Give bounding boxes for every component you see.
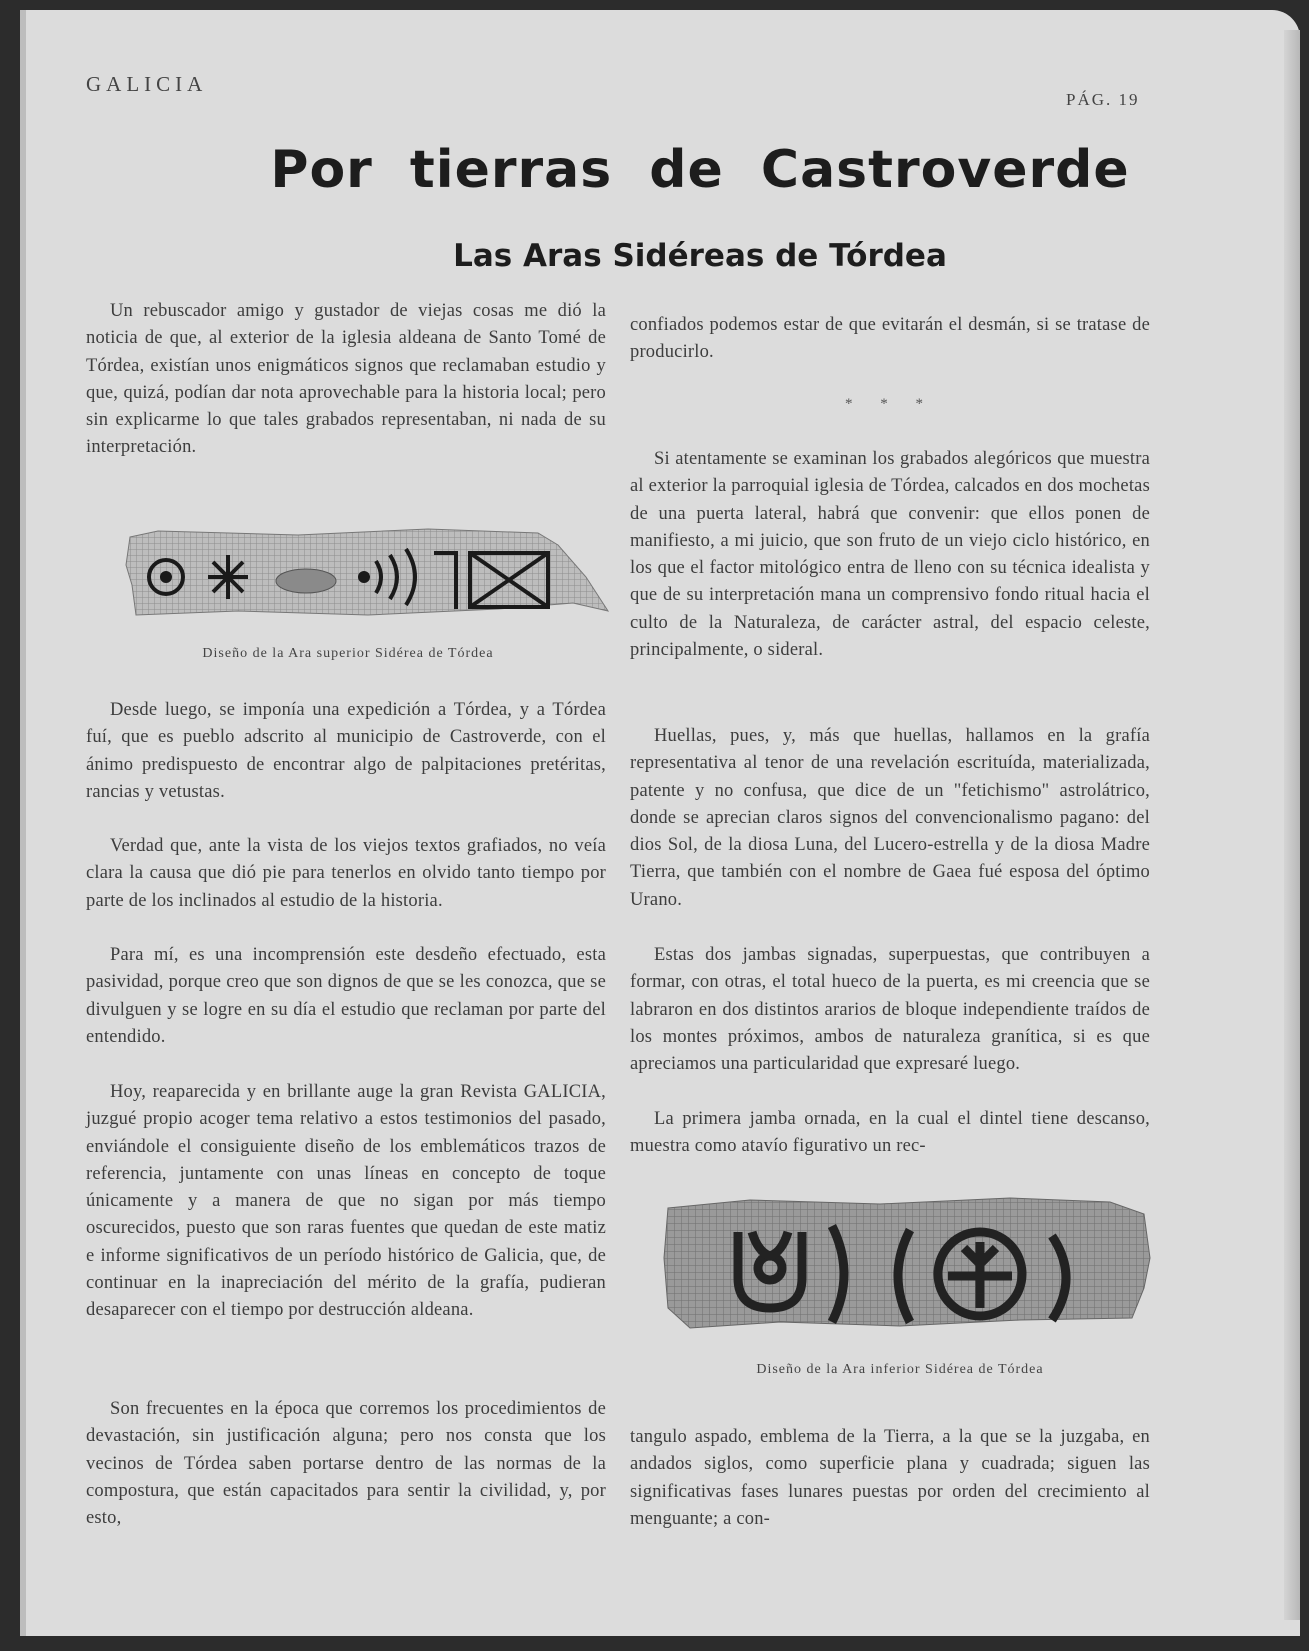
circled-star-icon bbox=[938, 1232, 1022, 1316]
article-title: Por tierras de Castroverde bbox=[270, 140, 1130, 200]
paragraph: Para mí, es una incomprensión este desdeño efectuado, esta pasividad, porque creo que son dignos de que se les conozca, que se divulguen y se logre en su día el estudio que reclaman por parte del entendido. bbox=[86, 945, 606, 1047]
paragraph: Verdad que, ante la vista de los viejos textos grafiados, no veía clara la causa que dió pie para tenerlos en olvido tanto tiempo por parte de los inclinados al estudio de la historia. bbox=[86, 836, 606, 911]
paragraph: confiados podemos estar de que evitarán el desmán, si se tratase de producirlo. bbox=[630, 315, 1150, 363]
page-number: PÁG. 19 bbox=[1066, 90, 1140, 109]
paragraph: Hoy, reaparecida y en brillante auge la gran Revista GALICIA, juzgué propio acoger tema relativo a estos testimonios del pasado, enviándole el consiguiente diseño de los emblemáticos trazos de referencia, juntamente con unas líneas en concepto de toque únicamente y a manera de que no sigan por más tiempo oscurecidos, puesto que son raras fuentes que quedan de este matiz e informe significativos de un período histórico de Galicia, que, de continuar en la inapreciación del mérito de la grafía, pudieran desaparecer con el tiempo por destrucción aldeana. bbox=[86, 1082, 606, 1321]
paragraph: tangulo aspado, emblema de la Tierra, a la que se la juzgaba, en andados siglos, como superficie plana y cuadrada; siguen las significativas fases lunares puestas por orden del crecimiento al menguante; a con- bbox=[630, 1427, 1150, 1529]
moon-dot-icon bbox=[358, 571, 370, 583]
paragraph: Huellas, pues, y, más que huellas, hallamos en la grafía representativa al tenor de una revelación escrituída, materializada, patente y no confusa, que dice de un "fetichismo" astrolátrico, donde se aprecian claros signos del convencionalismo pagano: del dios Sol, de la diosa Luna, del Lucero-estrella y de la diosa Madre Tierra, que también con el nombre de Gaea fué esposa del óptimo Urano. bbox=[630, 726, 1150, 910]
upper-ara-figure bbox=[118, 525, 618, 635]
figure-caption: Diseño de la Ara superior Sidérea de Tórdea bbox=[202, 646, 494, 661]
section-separator: * * * bbox=[845, 396, 935, 412]
paragraph: Son frecuentes en la época que corremos los procedimientos de devastación, sin justificación alguna; pero nos consta que los vecinos de Tórdea saben portarse dentro de las normas de la compostura, que están capacitados para sentir la civilidad, y, por esto, bbox=[86, 1399, 606, 1529]
magazine-page bbox=[20, 10, 1300, 1636]
paragraph: Si atentamente se examinan los grabados alegóricos que muestra al exterior la parroquial iglesia de Tórdea, calcados en dos mochetas de una puerta lateral, habrá que convenir: que ellos ponen de manifiesto, a mi juicio, que son fruto de un viejo ciclo histórico, en los que el factor mitológico entra de lleno con su técnica idealista y que de su interpretación mana un comprensivo fondo ritual hacia el culto de la Naturaleza, de carácter astral, del espacio celeste, principalmente, o sideral. bbox=[630, 449, 1150, 661]
oval-stone-icon bbox=[276, 569, 336, 593]
article-subtitle: Las Aras Sidéreas de Tórdea bbox=[453, 238, 947, 274]
paragraph: La primera jamba ornada, en la cual el dintel tiene descanso, muestra como atavío figurativo un rec- bbox=[630, 1109, 1150, 1157]
publication-name: GALICIA bbox=[86, 72, 208, 96]
star-icon bbox=[208, 555, 248, 599]
lower-ara-figure bbox=[660, 1188, 1160, 1338]
paragraph: Un rebuscador amigo y gustador de viejas cosas me dió la noticia de que, al exterior de la iglesia aldeana de Santo Tomé de Tórdea, existían unos enigmáticos signos que reclamaban estudio y que, quizá, podían dar nota aprovechable para la historia local; pero sin explicarme lo que tales grabados representaban, ni nada de su interpretación. bbox=[86, 301, 606, 458]
paragraph: Desde luego, se imponía una expedición a Tórdea, y a Tórdea fuí, que es pueblo adscrito al municipio de Castroverde, con el ánimo predispuesto de encontrar algo de palpitaciones pretéritas, rancias y vetustas. bbox=[86, 700, 606, 802]
figure-caption: Diseño de la Ara inferior Sidérea de Tórdea bbox=[756, 1362, 1044, 1377]
paragraph: Estas dos jambas signadas, superpuestas, que contribuyen a formar, con otras, el total hueco de la puerta, es mi creencia que se labraron en dos distintos ararios de bloque independiente traídos de los montes próximos, ambos de naturaleza granítica, si es que apreciamos una particularidad que expresaré luego. bbox=[630, 945, 1150, 1075]
